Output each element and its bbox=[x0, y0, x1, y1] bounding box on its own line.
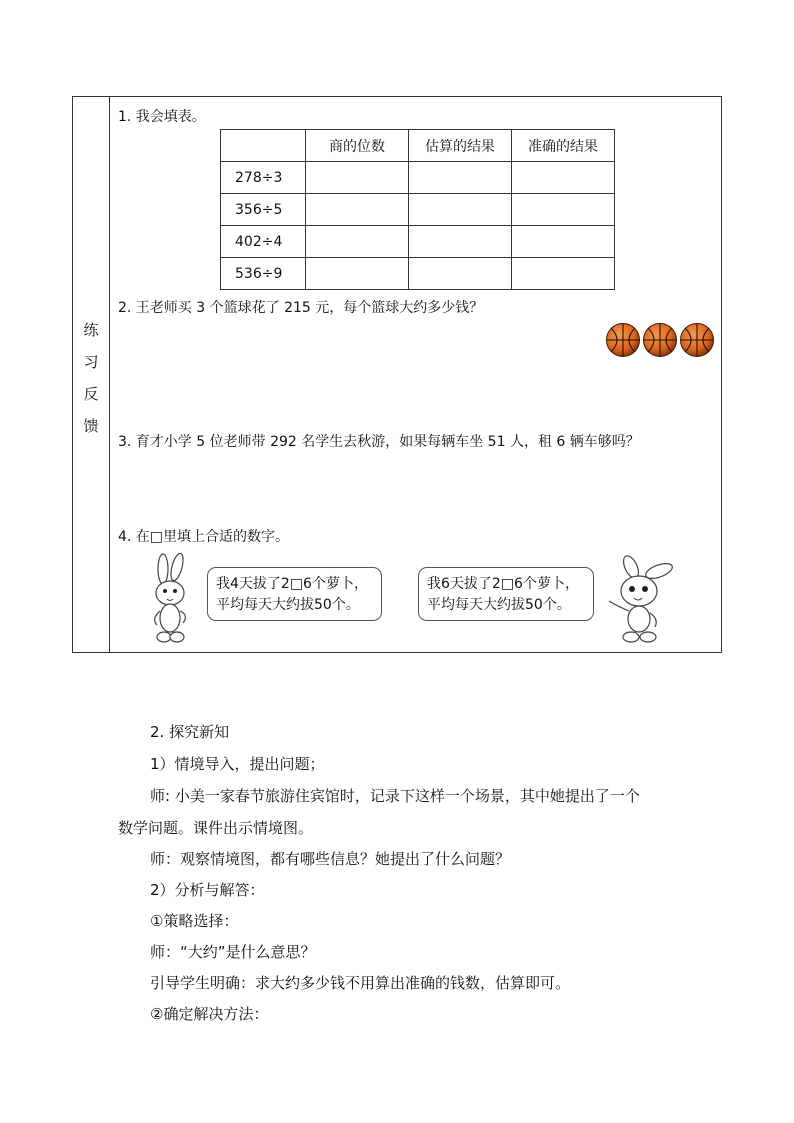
basketball-icon bbox=[607, 324, 640, 357]
rabbit-right-icon bbox=[601, 555, 681, 647]
side-label-char: 馈 bbox=[83, 417, 99, 435]
table-cell[interactable] bbox=[306, 194, 409, 226]
table-cell[interactable] bbox=[409, 162, 512, 194]
question-4-text: 4. 在□里填上合适的数字。 bbox=[118, 529, 290, 545]
lesson-line: 2）分析与解答： bbox=[150, 881, 265, 899]
side-label-column bbox=[73, 97, 110, 652]
table-row bbox=[221, 162, 615, 194]
table-cell[interactable] bbox=[409, 258, 512, 290]
table-row-label: 402÷4 bbox=[221, 226, 306, 258]
table-cell[interactable] bbox=[512, 194, 615, 226]
side-label-char: 习 bbox=[83, 353, 99, 371]
table-cell[interactable] bbox=[306, 162, 409, 194]
table-cell[interactable] bbox=[306, 258, 409, 290]
lesson-line: ①策略选择： bbox=[150, 912, 239, 930]
lesson-line: 引导学生明确：求大约多少钱不用算出准确的钱数，估算即可。 bbox=[150, 974, 571, 992]
rabbit-left-icon bbox=[149, 553, 193, 648]
side-label-char: 练 bbox=[83, 321, 99, 339]
table-header-row bbox=[221, 130, 615, 162]
table-cell[interactable] bbox=[306, 226, 409, 258]
table-cell[interactable] bbox=[512, 258, 615, 290]
bubble-line: 我6天拔了2□6个萝卜， bbox=[427, 576, 579, 592]
practice-feedback-table bbox=[72, 96, 722, 653]
table-row bbox=[221, 258, 615, 290]
lesson-line: ②确定解决方法： bbox=[150, 1005, 269, 1023]
basketball-icon bbox=[681, 324, 714, 357]
question-2-text: 2. 王老师买 3 个篮球花了 215 元，每个篮球大约多少钱？ bbox=[118, 300, 484, 316]
table-cell[interactable] bbox=[512, 226, 615, 258]
question-1-title: 1. 我会填表。 bbox=[118, 109, 206, 125]
table-cell[interactable] bbox=[409, 226, 512, 258]
lesson-line: 师: 小美一家春节旅游住宾馆时，记录下这样一个场景，其中她提出了一个 bbox=[150, 787, 640, 805]
bubble-line: 我4天拔了2□6个萝卜， bbox=[216, 576, 368, 592]
basketball-icon bbox=[644, 324, 677, 357]
table-row-label: 356÷5 bbox=[221, 194, 306, 226]
section-title: 2. 探究新知 bbox=[150, 723, 230, 741]
table-row-label: 536÷9 bbox=[221, 258, 306, 290]
bubble-line: 平均每天大约拔50个。 bbox=[427, 597, 571, 613]
left-speech-bubble bbox=[207, 567, 382, 621]
lesson-line: 师：“大约”是什么意思？ bbox=[150, 943, 316, 961]
lesson-line: 数学问题。课件出示情境图。 bbox=[118, 819, 314, 837]
table-row bbox=[221, 226, 615, 258]
basketballs-image bbox=[605, 322, 717, 358]
table-header-cell: 估算的结果 bbox=[409, 130, 512, 162]
estimation-table bbox=[220, 129, 615, 290]
side-label-char: 反 bbox=[83, 385, 99, 403]
table-row-label: 278÷3 bbox=[221, 162, 306, 194]
table-cell[interactable] bbox=[409, 194, 512, 226]
lesson-line: 师：观察情境图，都有哪些信息？她提出了什么问题？ bbox=[150, 850, 511, 868]
question-3-text: 3. 育才小学 5 位老师带 292 名学生去秋游，如果每辆车坐 51 人，租 6 辆车够吗？ bbox=[118, 434, 640, 450]
bubble-line: 平均每天大约拔50个。 bbox=[216, 597, 360, 613]
table-header-cell: 准确的结果 bbox=[512, 130, 615, 162]
table-cell[interactable] bbox=[512, 162, 615, 194]
table-row bbox=[221, 194, 615, 226]
right-speech-bubble bbox=[418, 567, 594, 621]
table-header-cell: 商的位数 bbox=[306, 130, 409, 162]
table-header-cell bbox=[221, 130, 306, 162]
lesson-line: 1）情境导入，提出问题； bbox=[150, 755, 325, 773]
